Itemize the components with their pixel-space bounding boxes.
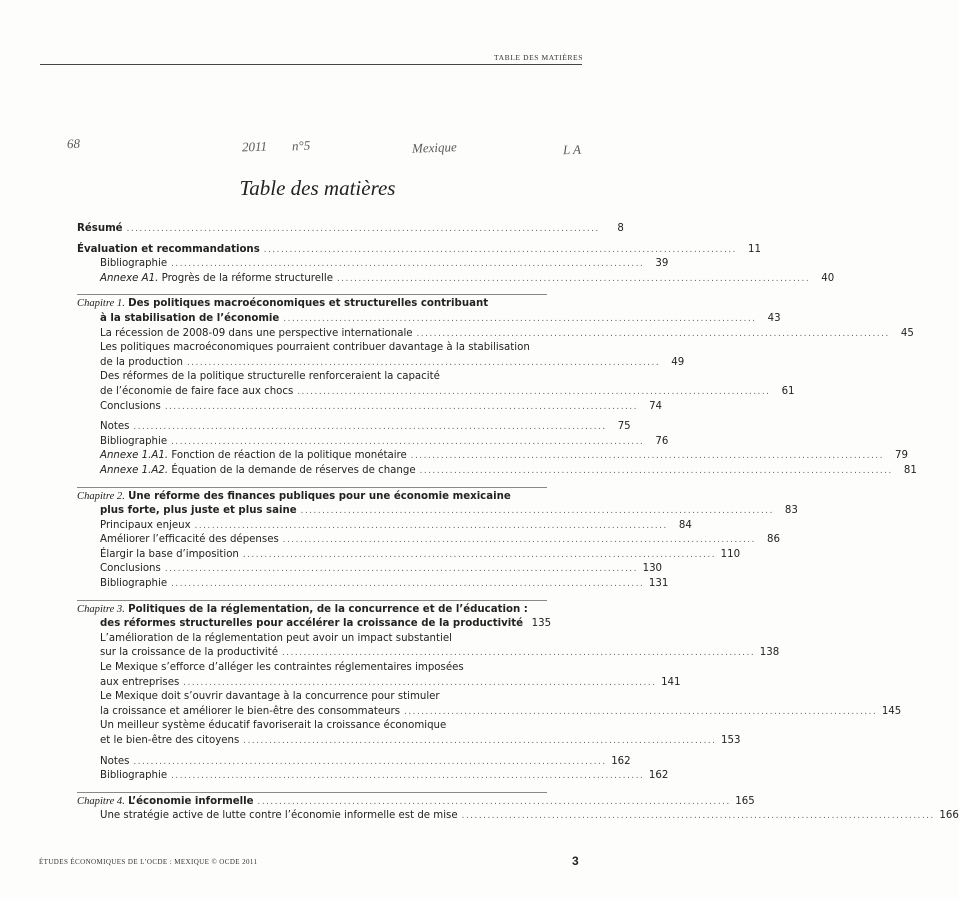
toc-chapter-2: Chapitre 2. Une réforme des finances publiques pour une économie mexicaine plus forte, plus juste et plus saine .............................................................................................................. 83 Principaux enjeux .............................................................................................................. 84 Améliorer l’efficacité des dépenses .............................................................................................................. 86 Élargir la base d’imposition .............................................................................................................. 110 Conclusions .............................................................................................................. 130 Bibliographie .............................................................................................................. 131 [77,487,547,592]
toc-entry-annexe-1a2[interactable]: Annexe 1.A2. Équation de la demande de réserves de change .............................................................................................................. 81 [100,464,917,476]
handwritten-note-issue: n°5 [291,137,311,154]
toc-entry-ch2-imposition[interactable]: Élargir la base d’imposition .............................................................................................................. 110 [100,548,741,560]
toc-entry-ch3-bibliographie[interactable]: Bibliographie .............................................................................................................. 162 [100,770,669,782]
handwritten-note-68: 68 [66,135,81,152]
toc-chapter-4 [77,792,959,824]
toc-entry-ch1-recession[interactable]: La récession de 2008-09 dans une perspective internationale .............................................................................................................. 45 [100,327,914,339]
toc-entry-ch3-concurrence[interactable]: la croissance et améliorer le bien-être des consommateurs .............................................................................................................. 145 [100,705,902,717]
toc-entry-chapter-2[interactable]: plus forte, plus juste et plus saine .............................................................................................................. 83 [100,505,798,517]
toc-chapter-1: Chapitre 1. Des politiques macroéconomiques et structurelles contribuant à la stabilisation de l’économie .............................................................................................................. 43 La récession de 2008-09 dans une perspective internationale .............................................................................................................. 45 Les politiques macroéconomiques pourraient contribuer davantage à la stabilisation de la production .............................................................................................................. 49 Des réformes de la politique structurelle renforceraient la capacité de l’économie de faire face aux chocs .............................................................................................................. 61 Conclusions .............................................................................................................. 74 Notes .............................................................................................................. 75 Bibliographie .............................................................................................................. 76 Annexe 1.A1. Fonction de réaction de la politique monétaire .............................................................................................................. 79 Annexe 1.A2. Équation de la demande de réserves de change .............................................................................................................. 81 [77,294,547,478]
toc-entry-ch3-education[interactable]: et le bien-être des citoyens .............................................................................................................. 153 [100,735,741,746]
toc-chapter-3: Chapitre 3. Politiques de la réglementation, de la concurrence et de l’éducation : des réformes structurelles pour accélérer la croissance de la productivité 135 L’amélioration de la réglementation peut avoir un impact substantiel sur la croissance de la productivité .............................................................................................................. 138 Le Mexique s’efforce d’alléger les contraintes réglementaires imposées aux entreprises .............................................................................................................. 141 Le Mexique doit s’ouvrir davantage à la concurrence pour stimuler la croissance et améliorer le bien-être des consommateurs .............................................................................................................. 145 Un meilleur système éducatif favoriserait la croissance économique et le bien-être des citoyens .............................................................................................................. 153 Notes .............................................................................................................. 162 Bibliographie .............................................................................................................. 162 [77,600,547,784]
toc-entry-ch1-politiques-macro[interactable]: de la production .............................................................................................................. 49 [100,356,685,368]
toc-entry-ch3-notes[interactable]: Notes .............................................................................................................. 162 [100,755,631,767]
handwritten-note-country: Mexique [411,139,457,156]
handwritten-note-code: L A [562,141,582,158]
toc-entry-ch3-reglementation[interactable]: sur la croissance de la productivité .............................................................................................................. 138 [100,647,780,659]
header-rule [40,64,582,65]
page-title: Table des matières [239,176,396,200]
toc-entry-ch1-conclusions[interactable]: Conclusions .............................................................................................................. 74 [100,400,663,412]
toc-entry-ch3-contraintes[interactable]: aux entreprises .............................................................................................................. 141 [100,676,681,688]
running-header: TABLE DES MATIÈRES [494,53,583,62]
toc-entry-annexe-a1[interactable]: Annexe A1. Progrès de la réforme structurelle .............................................................................................................. 40 [100,272,835,284]
toc-entry-ch2-conclusions[interactable]: Conclusions .............................................................................................................. 130 [100,563,663,575]
toc-entry-ch2-enjeux[interactable]: Principaux enjeux .............................................................................................................. 84 [100,519,692,531]
toc-entry-evaluation[interactable]: Évaluation et recommandations .............................................................................................................. 11 [77,243,761,255]
toc-entry-ch4-strategie[interactable]: Une stratégie active de lutte contre l’économie informelle est de mise .............................................................................................................. 166 [100,810,959,822]
toc-entry-ch2-depenses[interactable]: Améliorer l’efficacité des dépenses .............................................................................................................. 86 [100,534,780,546]
footer-publication: ÉTUDES ÉCONOMIQUES DE L’OCDE : MEXIQUE © OCDE 2011 [39,858,258,866]
toc-entry-annexe-1a1[interactable]: Annexe 1.A1. Fonction de réaction de la politique monétaire .............................................................................................................. 79 [100,450,908,462]
toc-entry-ch2-bibliographie[interactable]: Bibliographie .............................................................................................................. 131 [100,578,669,590]
toc-entry-chapter-1[interactable]: à la stabilisation de l’économie .............................................................................................................. 43 [100,312,781,324]
toc-entry-ch1-bibliographie[interactable]: Bibliographie .............................................................................................................. 76 [100,435,669,447]
toc-entry-eval-bibliographie[interactable]: Bibliographie .............................................................................................................. 39 [100,258,669,270]
toc-entry-ch1-reformes-structurelles[interactable]: de l’économie de faire face aux chocs .............................................................................................................. 61 [100,385,795,397]
handwritten-note-year: 2011 [241,138,268,155]
toc-entry-resume[interactable]: Résumé .............................................................................................................. 8 [77,223,624,234]
toc-entry-chapter-3[interactable]: des réformes structurelles pour accélérer la croissance de la productivité 135 [100,618,552,630]
table-of-contents [77,222,959,824]
toc-entry-chapter-4[interactable]: Chapitre 4. L’économie informelle .............................................................................................................. 165 [77,795,755,807]
toc-entry-ch1-notes[interactable]: Notes .............................................................................................................. 75 [100,421,631,433]
page-number: 3 [572,854,579,868]
